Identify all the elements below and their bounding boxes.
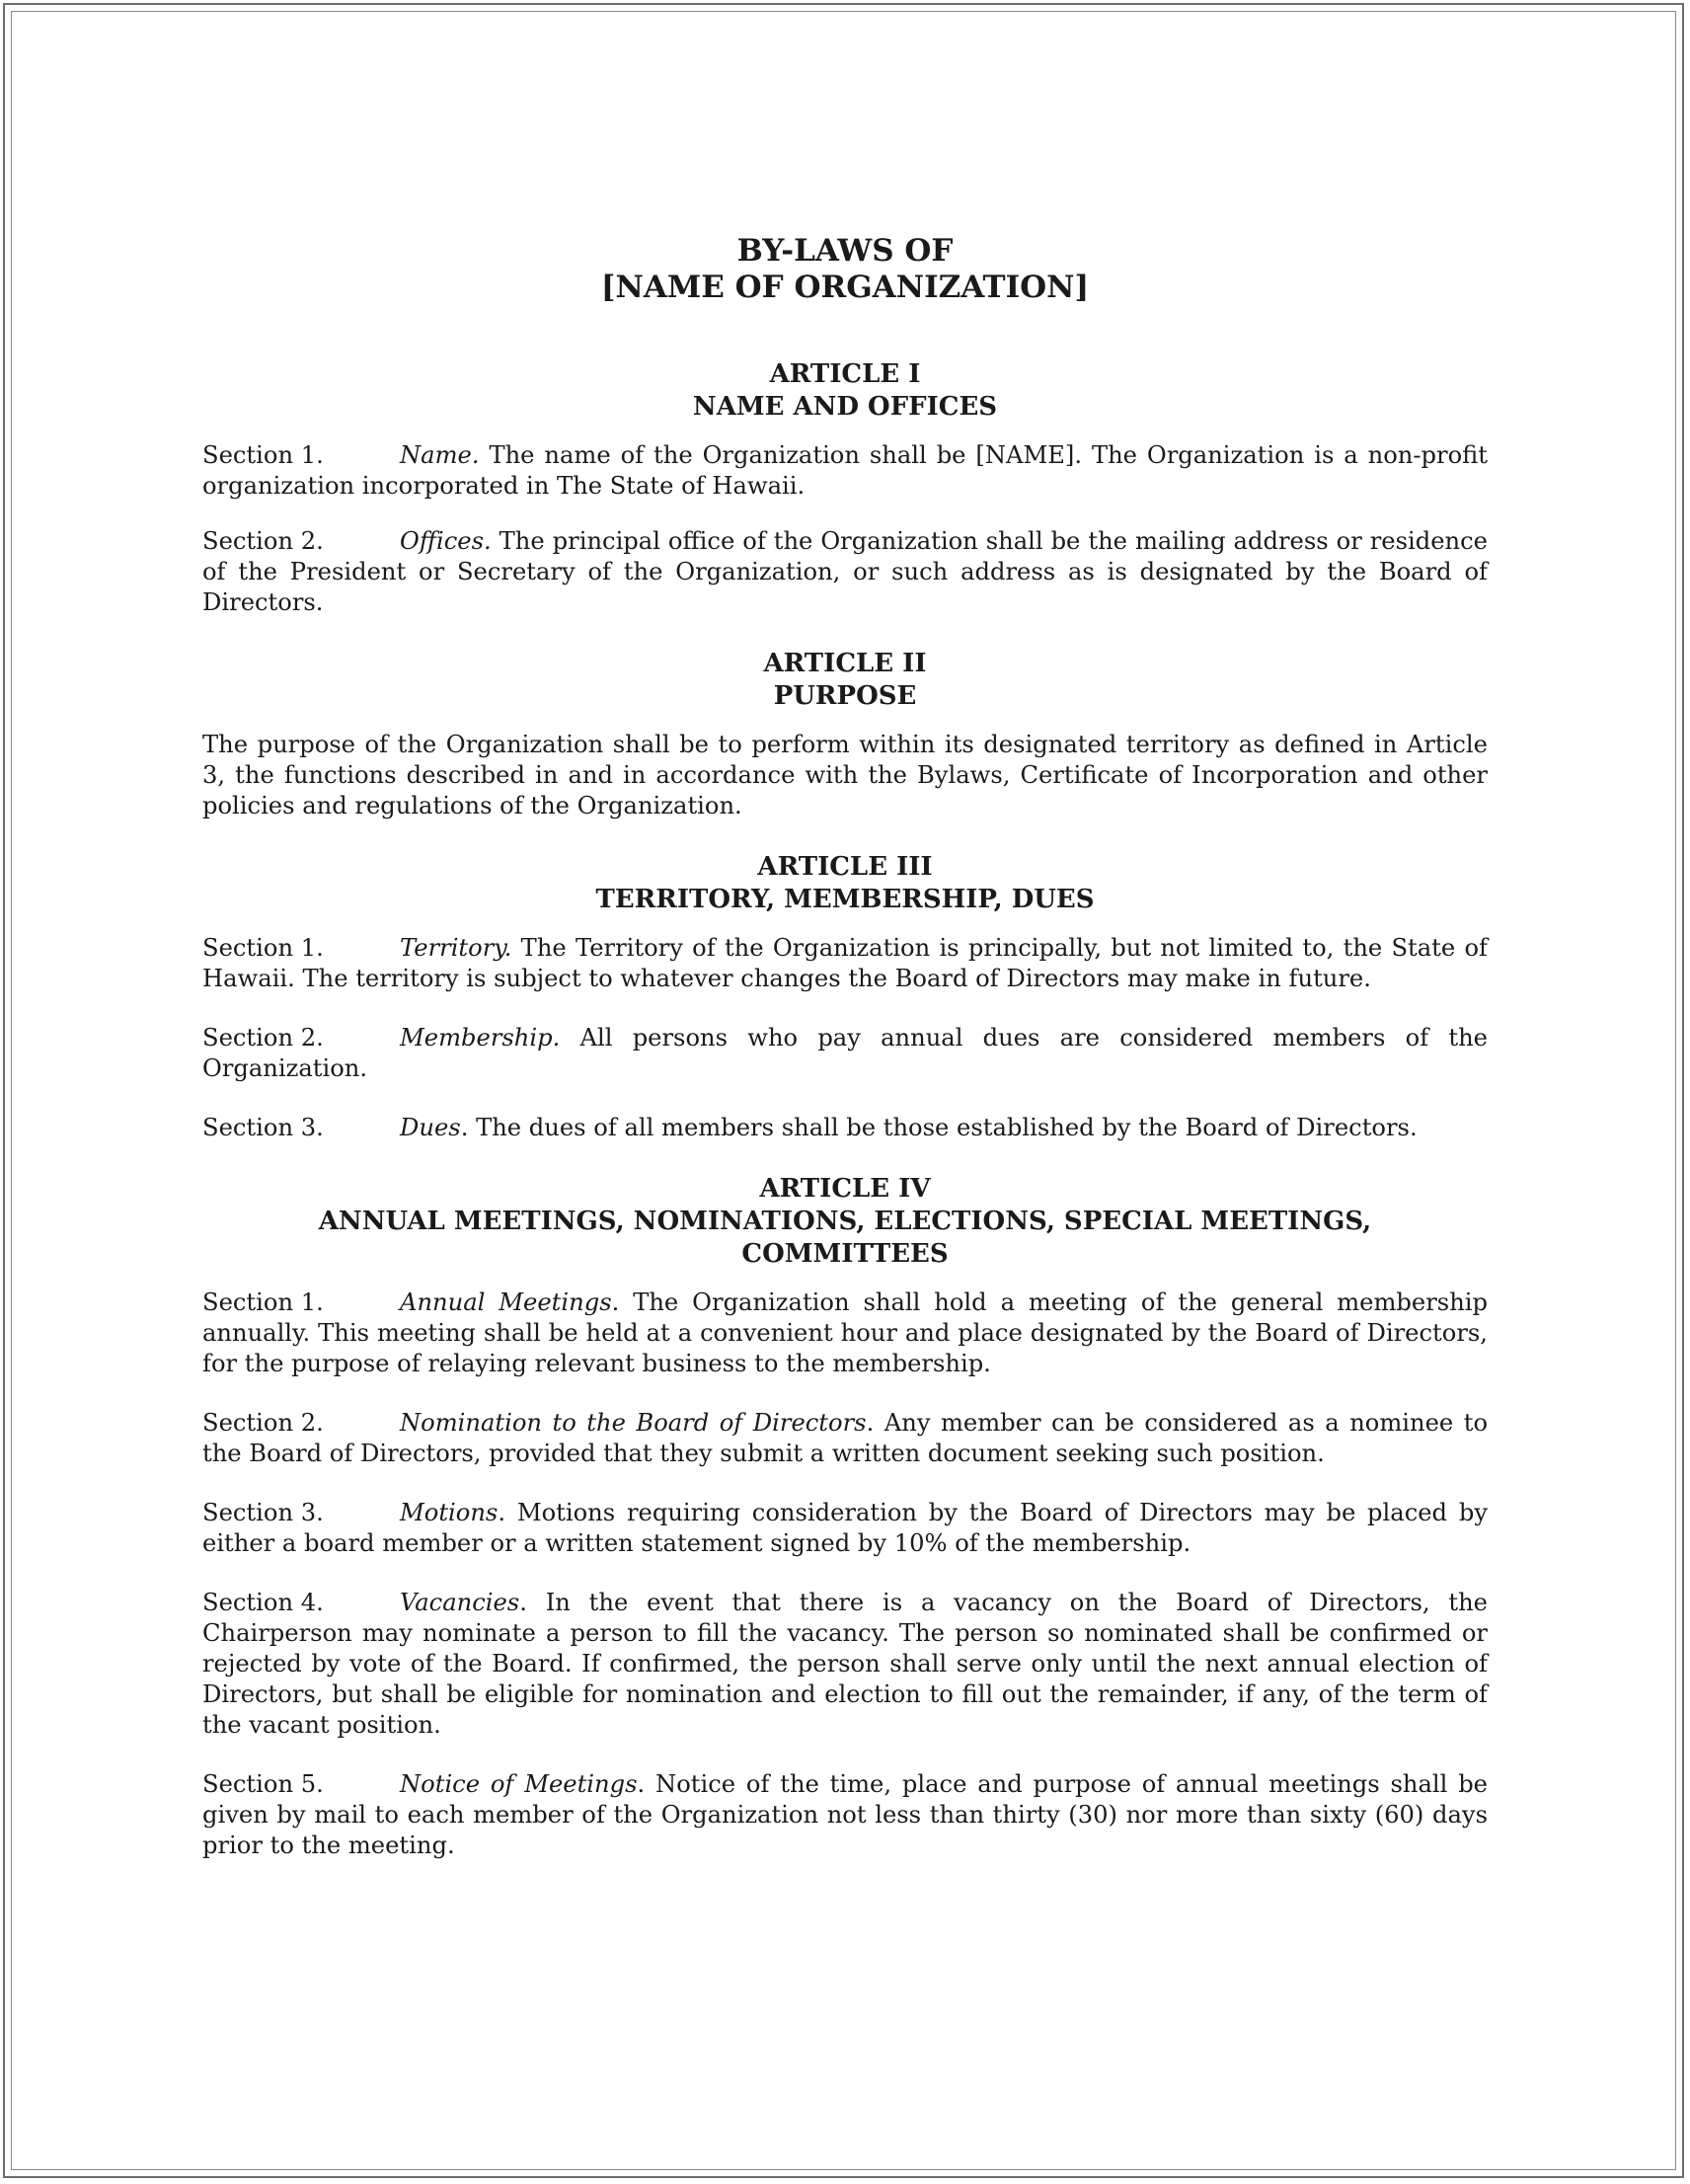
section-text: . In the event that there is a vacancy on the Board of Directors, the Chairperson may nominate a person to fill the vacancy. The person so nominated shall be confirmed or rejected by vote of the Board. If confirmed, the person shall serve only until the next annual election of Directors, but shall be eligible for nomination and election to fill out the remainder, if any, of the term of the vacant position. [202, 1589, 1488, 1739]
section-text: All persons who pay annual dues are considered members of the Organization. [202, 1024, 1488, 1082]
document-body [202, 233, 1488, 1861]
article-1 [202, 358, 1488, 618]
section-paragraph [202, 1023, 1488, 1084]
article-title: PURPOSE [773, 681, 917, 711]
section-title: Vacancies [400, 1589, 520, 1616]
section-title: Notice of Meetings [400, 1770, 638, 1798]
title-line-1: BY-LAWS OF [736, 233, 954, 269]
section-text: . Notice of the time, place and purpose of annual meetings shall be given by mail to each member of the Organization not less than thirty (30) nor more than sixty (60) days prior to the meeting. [202, 1770, 1488, 1859]
section-number: Section 2. [202, 1409, 324, 1437]
article-title: NAME AND OFFICES [692, 392, 998, 422]
section-title: Annual Meetings [400, 1288, 612, 1316]
section-number: Section 4. [202, 1589, 324, 1616]
article-heading [202, 648, 1488, 713]
article-2 [202, 648, 1488, 821]
section-text: . Any member can be considered as a nominee to the Board of Directors, provided that they submit a written document seeking such position. [202, 1409, 1489, 1467]
section-title: Dues [400, 1114, 461, 1141]
section-number: Section 3. [202, 1499, 324, 1526]
article-heading [202, 358, 1488, 424]
section-text: The principal office of the Organization shall be the mailing address or residence of the President or Secretary of the Organization, or such address as is designated by the Board of Directors. [202, 527, 1488, 616]
section-text: . Motions requiring consideration by the Board of Directors may be placed by either a board member or a written statement signed by 10% of the membership. [202, 1499, 1488, 1557]
section-paragraph [202, 1769, 1488, 1861]
section-number: Section 1. [202, 441, 324, 469]
section-text: The name of the Organization shall be [NAME]. The Organization is a non-profit organization incorporated in The State of Hawaii. [202, 441, 1488, 500]
section-text: . The dues of all members shall be those established by the Board of Directors. [460, 1114, 1418, 1141]
section-title: Nomination to the Board of Directors [400, 1409, 867, 1437]
section-paragraph [202, 1408, 1488, 1469]
section-paragraph [202, 1287, 1488, 1379]
section-number: Section 1. [202, 1288, 324, 1316]
article-3 [202, 851, 1488, 1143]
section-number: Section 3. [202, 1114, 324, 1141]
section-title: Offices. [400, 527, 492, 555]
article-title: ANNUAL MEETINGS, NOMINATIONS, ELECTIONS, SPECIAL MEETINGS, [318, 1207, 1372, 1236]
section-paragraph [202, 440, 1488, 502]
article-title: TERRITORY, MEMBERSHIP, DUES [595, 885, 1095, 914]
section-title: Motions [400, 1499, 499, 1526]
article-heading [202, 1173, 1488, 1271]
section-paragraph [202, 933, 1488, 994]
section-number: Section 2. [202, 1024, 324, 1052]
document-title [202, 233, 1488, 306]
section-text: . The Organization shall hold a meeting of the general membership annually. This meeting shall be held at a convenient hour and place designated by the Board of Directors, for the purpose of relaying relevant business to the membership. [202, 1288, 1488, 1377]
section-paragraph [202, 1588, 1488, 1741]
section-number: Section 1. [202, 934, 324, 962]
section-title: Territory. [400, 934, 512, 962]
section-text: The Territory of the Organization is principally, but not limited to, the State of Hawaii. The territory is subject to whatever changes the Board of Directors may make in future. [202, 934, 1488, 992]
article-number: ARTICLE IV [759, 1174, 931, 1204]
section-paragraph [202, 1113, 1488, 1143]
article-number: ARTICLE I [769, 359, 921, 389]
section-number: Section 5. [202, 1770, 324, 1798]
article-title-continued: COMMITTEES [741, 1239, 949, 1269]
purpose-paragraph: The purpose of the Organization shall be to perform within its designated territory as defined in Article 3, the functions described in and in accordance with the Bylaws, Certificate of Incorporation and other policies and regulations of the Organization. [202, 731, 1488, 819]
section-number: Section 2. [202, 527, 324, 555]
article-number: ARTICLE III [757, 852, 933, 882]
section-title: Name. [400, 441, 480, 469]
section-paragraph [202, 526, 1488, 618]
section-paragraph [202, 1498, 1488, 1559]
article-heading [202, 851, 1488, 916]
article-4 [202, 1173, 1488, 1861]
title-line-2: [NAME OF ORGANIZATION] [600, 270, 1090, 305]
article-number: ARTICLE II [763, 649, 927, 678]
section-title: Membership. [400, 1024, 561, 1052]
